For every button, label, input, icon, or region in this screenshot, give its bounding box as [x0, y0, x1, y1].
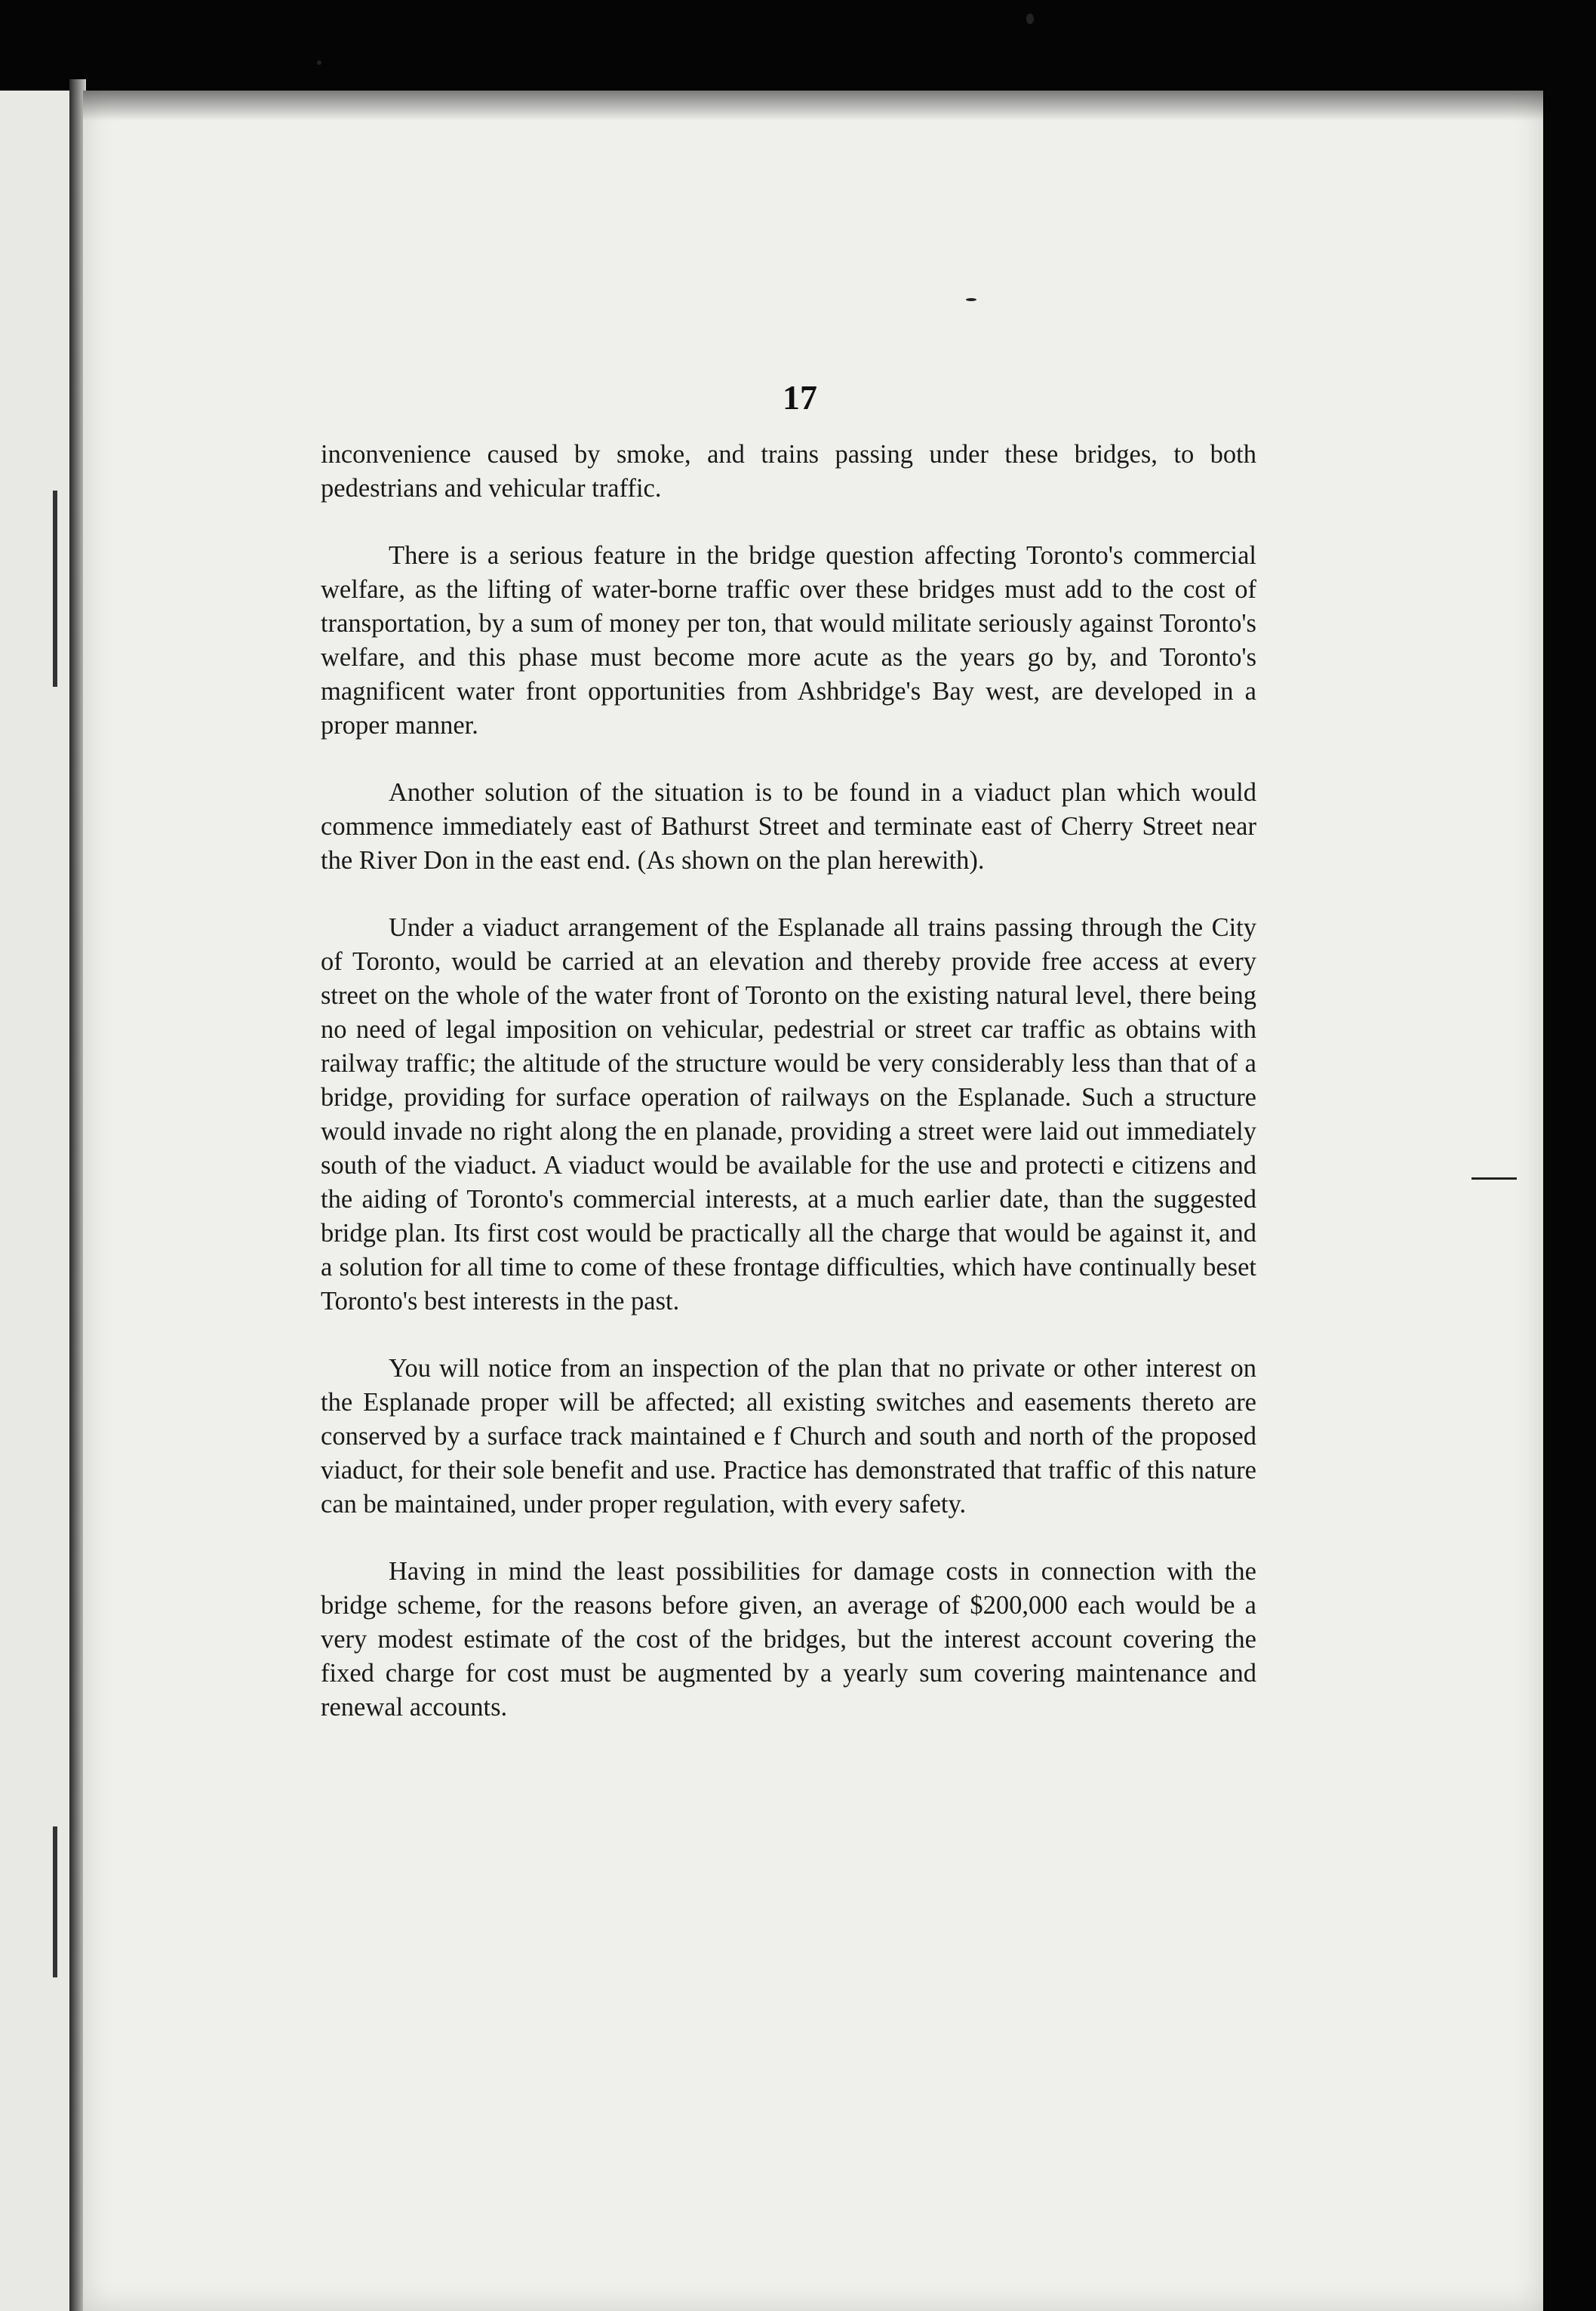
margin-mark: [53, 491, 57, 687]
scan-speck: [966, 298, 976, 301]
scan-speck: [1471, 1177, 1517, 1180]
body-text: [321, 438, 1256, 1758]
paragraph: Another solution of the situation is to be found in a viaduct plan which would commence immediately east of Bathurst Street and terminate east of Cherry Street near the River Don in the east end. (As shown on the plan herewith).: [321, 778, 1256, 875]
paragraph: Having in mind the least possibilities for damage costs in connection with the bridge scheme, for the reasons before given, an average of $200,000 each would be a very modest estimate of the cost of the bridges, but the interest account covering the fixed charge for cost must be augmented by a yearly sum covering maintenance and renewal accounts.: [321, 1557, 1256, 1722]
paragraph: inconvenience caused by smoke, and trains passing under these bridges, to both pedestrians and vehicular traffic.: [321, 440, 1256, 503]
margin-mark: [53, 1826, 57, 1977]
page-number: 17: [783, 378, 817, 417]
scan-speck: [1026, 14, 1034, 24]
facing-page-edge: [0, 91, 69, 2311]
scan-speck: [317, 60, 321, 65]
page-top-shadow: [83, 91, 1543, 121]
paragraph: Under a viaduct arrangement of the Esplanade all trains passing through the City of Toronto, would be carried at an elevation and thereby provide free access at every street on the whole of the water front of Toronto on the existing natural level, there being no need of legal imposition on vehicular, pedestrial or street car traffic as obtains with railway traffic; the altitude of the structure would be very considerably less than that of a bridge, providing for surface operation of railways on the Esplanade. Such a structure would invade no right along the en planade, providing a street were laid out immediately south of the viaduct. A viaduct would be available for the use and protecti e citizens and the aiding of Toronto's commercial interests, at a much earlier date, than the suggested bridge plan. Its first cost would be practically all the charge that would be against it, and a solution for all time to come of these frontage difficulties, which have continually beset Toronto's best interests in the past.: [321, 913, 1256, 1316]
paragraph: There is a serious feature in the bridge question affecting Toronto's commercial welfare, as the lifting of water-borne traffic over these bridges must add to the cost of transportation, by a sum of money per ton, that would militate seriously against Toronto's welfare, and this phase must become more acute as the years go by, and Toronto's magnificent water front opportunities from Ashbridge's Bay west, are developed in a proper manner.: [321, 541, 1256, 740]
paragraph: You will notice from an inspection of the plan that no private or other interest on the Esplanade proper will be affected; all existing switches and easements thereto are conserved by a surface track maintained e f Church and south and north of the proposed viaduct, for their sole benefit and use. Practice has demonstrated that traffic of this nature can be maintained, under proper regulation, with every safety.: [321, 1354, 1256, 1519]
